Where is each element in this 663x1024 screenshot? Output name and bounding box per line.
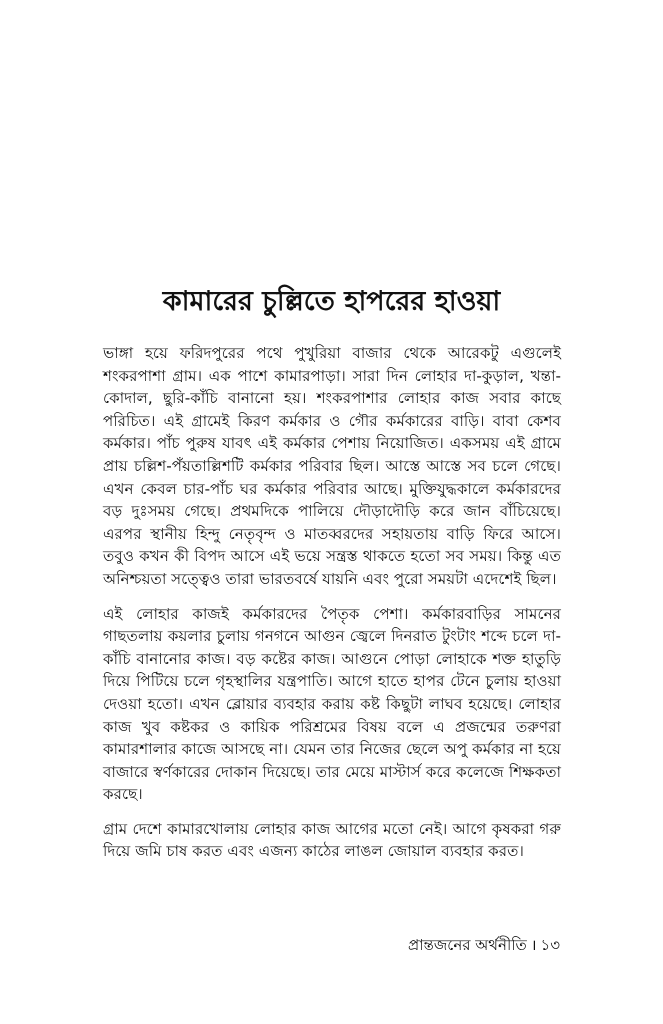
- running-footer: [408, 935, 560, 955]
- paragraph-3: গ্রাম দেশে কামারখোলায় লোহার কাজ আগের মতো নেই। আগে কৃষকরা গরু দিয়ে জমি চাষ করত এবং এজন্য কাঠের লাঙল জোয়াল ব্যবহার করত।: [103, 819, 561, 861]
- chapter-title: কামারের চুল্লিতে হাপরের হাওয়া: [162, 286, 501, 317]
- body-text: [103, 342, 561, 875]
- page-number: ১৩: [540, 936, 560, 954]
- paragraph-1: ভাঙ্গা হয়ে ফরিদপুরের পথে পুখুরিয়া বাজার থেকে আরেকটু এগুলেই শংকরপাশা গ্রাম। এক পাশে কামারপাড়া। সারা দিন লোহার দা-কুড়াল, খন্তা-কোদাল, ছুরি-কাঁচি বানানো হয়। শংকরপাশার লোহার কাজ সবার কাছে পরিচিত। এই গ্রামেই কিরণ কর্মকার ও গৌর কর্মকারের বাড়ি। বাবা কেশব কর্মকার। পাঁচ পুরুষ যাবৎ এই কর্মকার পেশায় নিয়োজিত। একসময় এই গ্রামে প্রায় চল্লিশ-পঁয়তাল্লিশটি কর্মকার পরিবার ছিল। আস্তে আস্তে সব চলে গেছে। এখন কেবল চার-পাঁচ ঘর কর্মকার পরিবার আছে। মুক্তিযুদ্ধকালে কর্মকারদের বড় দুঃসময় গেছে। প্রথমদিকে পালিয়ে দৌড়াদৌড়ি করে জান বাঁচিয়েছে। এরপর স্থানীয় হিন্দু নেতৃবৃন্দ ও মাতব্বরদের সহায়তায় বাড়ি ফিরে আসে। তবুও কখন কী বিপদ আসে এই ভয়ে সন্ত্রস্ত থাকতে হতো সব সময়। কিন্তু এত অনিশ্চয়তা সত্ত্বেও তারা ভারতবর্ষে যায়নি এবং পুরো সময়টা এদেশেই ছিল।: [103, 344, 561, 588]
- footer-book-title: প্রান্তজনের অর্থনীতি: [408, 936, 527, 954]
- footer-separator: ।: [530, 936, 537, 954]
- paragraph-2: এই লোহার কাজই কর্মকারদের পৈতৃক পেশা। কর্মকারবাড়ির সামনের গাছতলায় কয়লার চুলায় গনগনে আগুন জ্বেলে দিনরাত টুংটাং শব্দে চলে দা-কাঁচি বানানোর কাজ। বড় কষ্টের কাজ। আগুনে পোড়া লোহাকে শক্ত হাতুড়ি দিয়ে পিটিয়ে চলে গৃহস্থালির যন্ত্রপাতি। আগে হাতে হাপর টেনে চুলায় হাওয়া দেওয়া হতো। এখন ব্লোয়ার ব্যবহার করায় কষ্ট কিছুটা লাঘব হয়েছে। লোহার কাজ খুব কষ্টকর ও কায়িক পরিশ্রমের বিষয় বলে এ প্রজন্মের তরুণরা কামারশালার কাজে আসছে না। যেমন তার নিজের ছেলে অপু কর্মকার না হয়ে বাজারে স্বর্ণকারের দোকান দিয়েছে। তার মেয়ে মাস্টার্স করে কলেজে শিক্ষকতা করছে।: [103, 604, 561, 804]
